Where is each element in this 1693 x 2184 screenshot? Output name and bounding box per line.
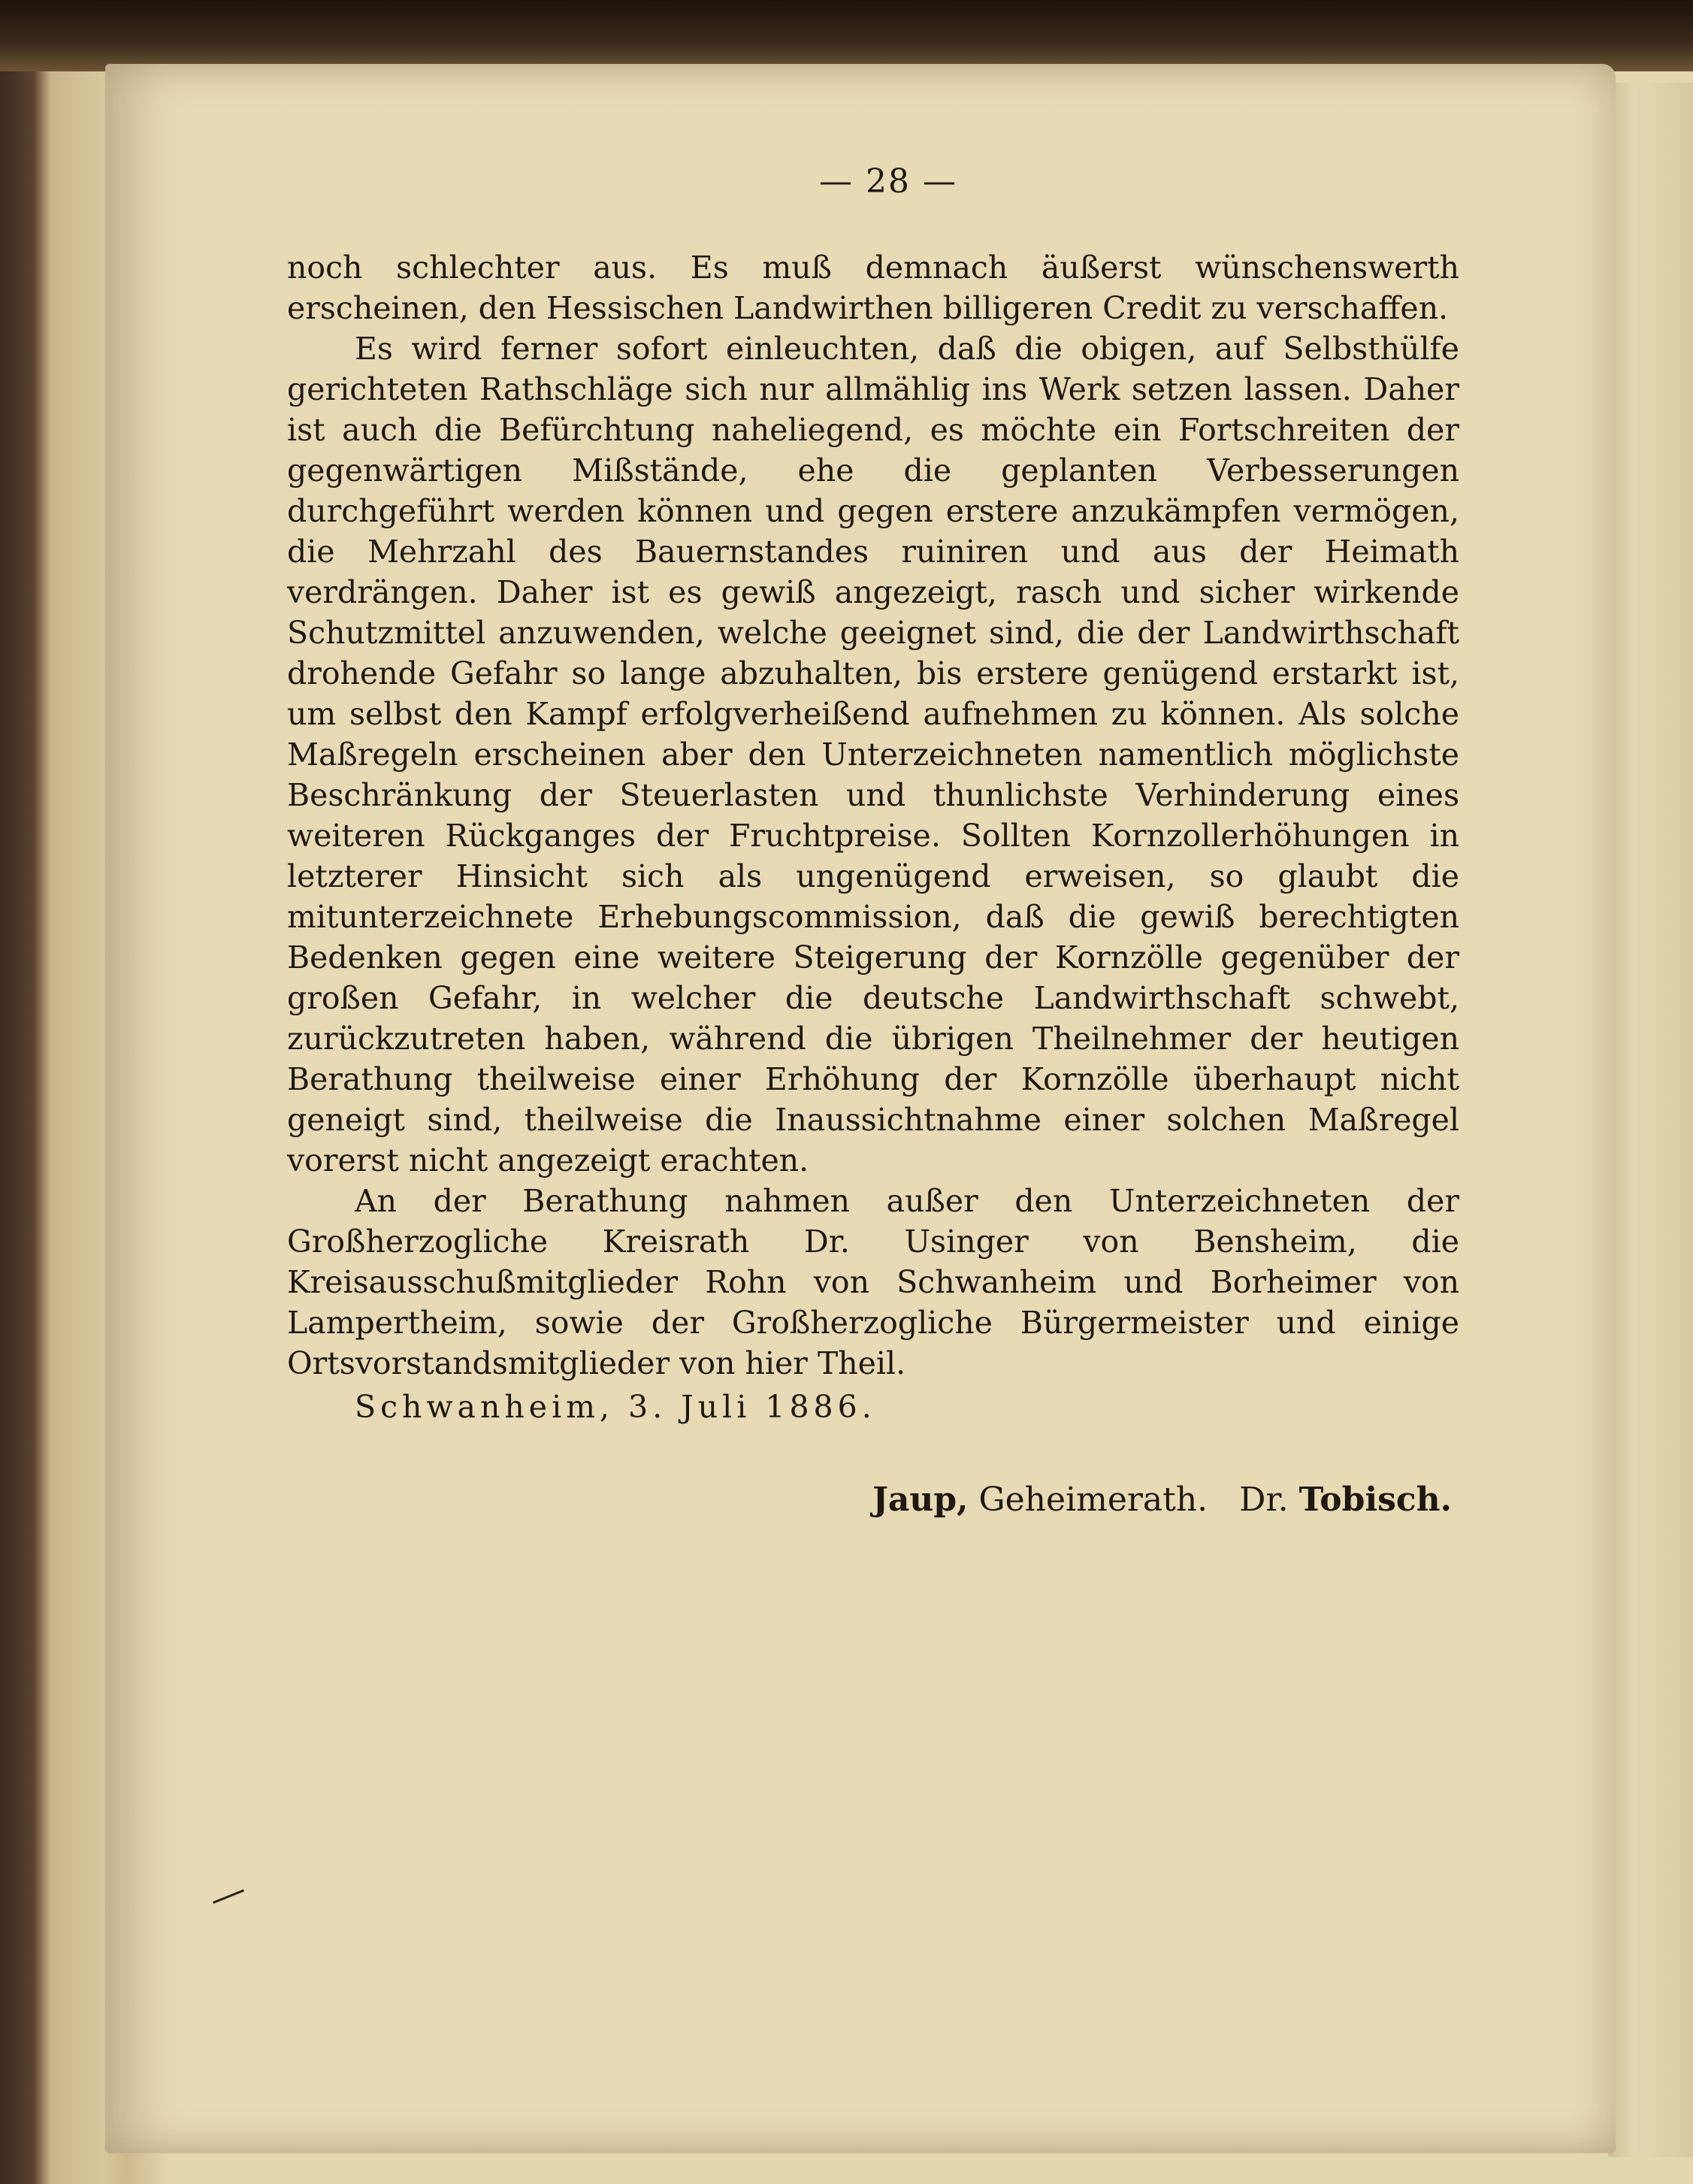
paragraph-1: noch schlechter aus. Es muß demnach äußerst wünschenswerth erscheinen, den Hessischen Landwirthen billigeren Credit zu verschaffen.: [287, 250, 1459, 326]
page-number: — 28 —: [819, 162, 957, 201]
signature-name-2: Tobisch.: [1298, 1481, 1452, 1519]
date-line: Schwanheim, 3. Juli 1886.: [355, 1389, 876, 1425]
signature-block: [287, 1480, 1459, 1520]
paragraph-3: An der Berathung nahmen außer den Unterzeichneten der Großherzogliche Kreisrath Dr. Usinger von Bensheim, die Kreisausschußmitglieder Rohn von Schwanheim und Borheimer von Lampertheim, sowie der Großherzogliche Bürgermeister und einige Ortsvorstandsmitglieder von hier Theil.: [287, 1183, 1459, 1381]
paragraph-2: Es wird ferner sofort einleuchten, daß die obigen, auf Selbsthülfe gerichteten Rathschläge sich nur allmählig ins Werk setzen lassen. Daher ist auch die Befürchtung naheliegend, es möchte ein Fortschreiten der gegenwärtigen Mißstände, ehe die geplanten Verbesserungen durchgeführt werden können und gegen erstere anzukämpfen vermögen, die Mehrzahl des Bauernstandes ruiniren und aus der Heimath verdrängen. Daher ist es gewiß angezeigt, rasch und sicher wirkende Schutzmittel anzuwenden, welche geeignet sind, die der Landwirthschaft drohende Gefahr so lange abzuhalten, bis erstere genügend erstarkt ist, um selbst den Kampf erfolgverheißend aufnehmen zu können. Als solche Maßregeln erscheinen aber den Unterzeichneten namentlich möglichste Beschränkung der Steuerlasten und thunlichste Verhinderung eines weiteren Rückganges der Fruchtpreise. Sollten Kornzollerhöhungen in letzterer Hinsicht sich als ungenügend erweisen, so glaubt die mitunterzeichnete Erhebungscommission, daß die gewiß berechtigten Bedenken gegen eine weitere Steigerung der Kornzölle gegenüber der großen Gefahr, in welcher die deutsche Landwirthschaft schwebt, zurückzutreten haben, während die übrigen Theilnehmer der heutigen Berathung theilweise einer Erhöhung der Kornzölle überhaupt nicht geneigt sind, theilweise die Inaussichtnahme einer solchen Maßregel vorerst nicht angezeigt erachten.: [287, 331, 1459, 1178]
signature-title-1: Geheimerath.: [978, 1481, 1208, 1519]
signature-prefix-2: Dr.: [1239, 1481, 1289, 1519]
page-content: [287, 162, 1459, 1520]
signature-name-1: Jaup,: [872, 1481, 969, 1519]
book-top-shadow: [0, 0, 1693, 71]
next-page-edge: [1608, 83, 1693, 2157]
